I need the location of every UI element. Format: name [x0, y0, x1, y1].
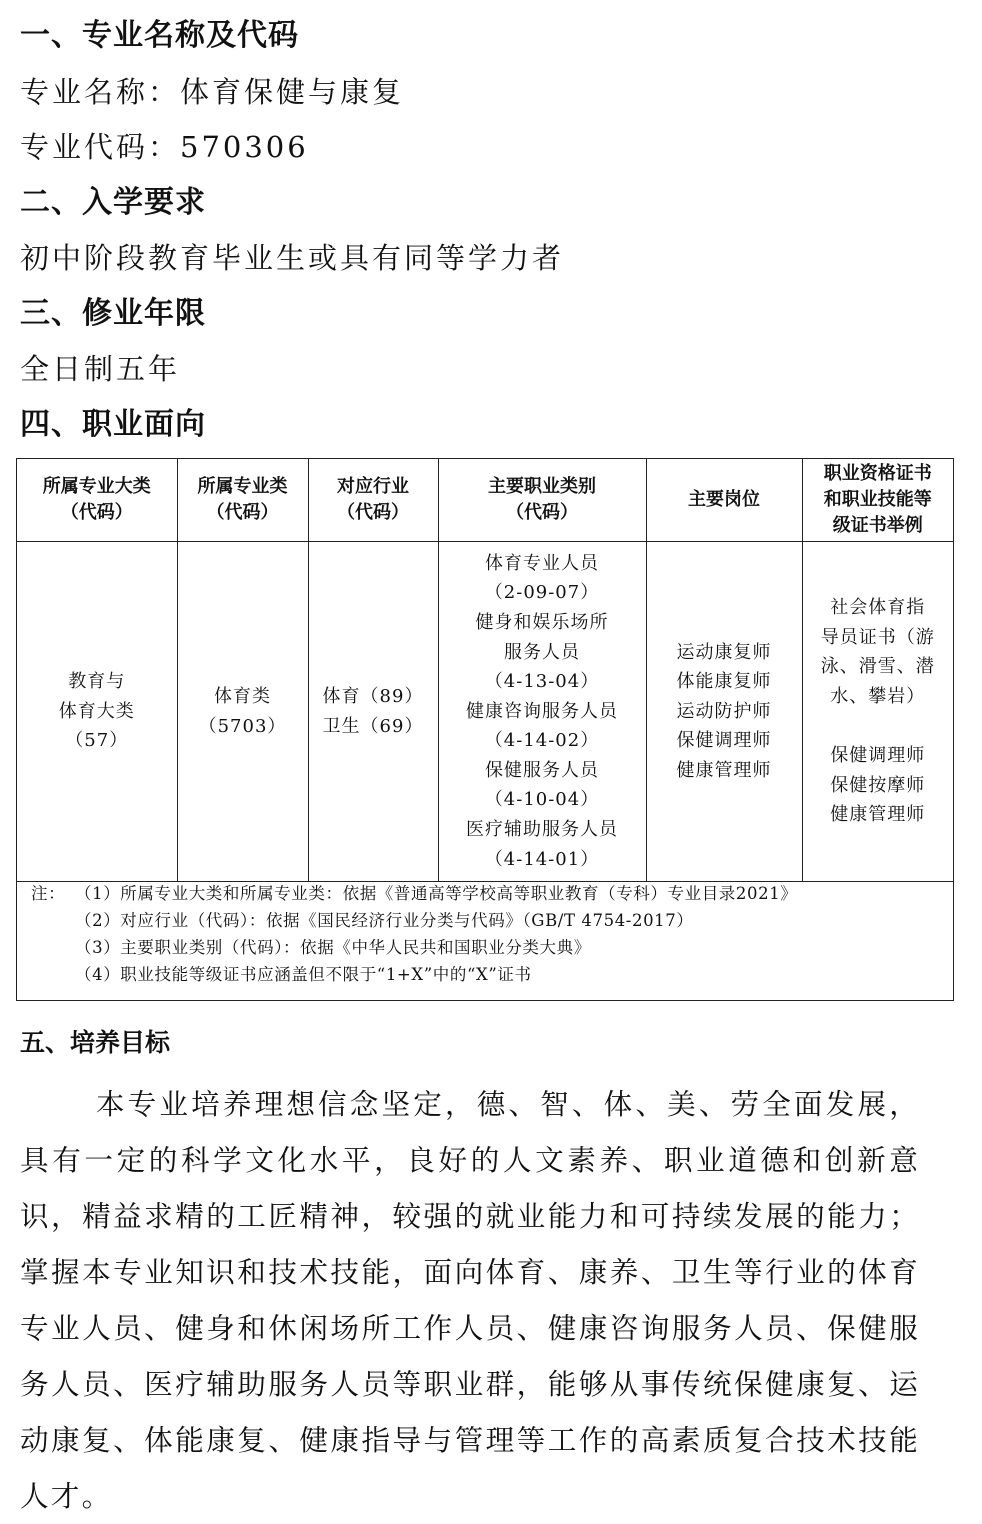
cell-occupation: 体育专业人员 （2-09-07） 健身和娱乐场所 服务人员 （4-13-04） 健康咨询服务人员 （4-14-02） 保健服务人员 （4-10-04） 医疗辅助服务人员 （4-14-01） [438, 542, 646, 882]
career-orientation-table [16, 458, 954, 1001]
note-4: （4）职业技能等级证书应涵盖但不限于“1+X”中的“X”证书 [75, 965, 532, 984]
note-2: （2）对应行业（代码）：依据《国民经济行业分类与代码》（GB/T 4754-2017） [75, 911, 694, 930]
table-row [17, 542, 953, 882]
header-main-positions: 主要岗位 [646, 459, 802, 542]
section-2-heading: 二、入学要求 [20, 185, 206, 220]
header-major-category: 所属专业大类 （代码） [17, 459, 177, 542]
major-code: 专业代码：570306 [20, 130, 309, 164]
section-3-heading: 三、修业年限 [20, 296, 206, 331]
major-name: 专业名称：体育保健与康复 [20, 75, 405, 109]
section-5-heading: 五、培养目标 [20, 1028, 171, 1057]
header-major-class: 所属专业类 （代码） [177, 459, 308, 542]
note-3: （3）主要职业类别（代码）：依据《中华人民共和国职业分类大典》 [75, 938, 591, 957]
table-notes [17, 880, 953, 988]
cell-major-category: 教育与 体育大类 （57） [17, 542, 177, 882]
cell-main-positions: 运动康复师 体能康复师 运动防护师 保健调理师 健康管理师 [646, 542, 802, 882]
header-industry: 对应行业 （代码） [308, 459, 438, 542]
cell-certificates: 社会体育指 导员证书（游 泳、滑雪、潜 水、攀岩） 保健调理师 保健按摩师 健康管理师 [802, 542, 953, 882]
section-4-heading: 四、职业面向 [20, 407, 206, 442]
table-header-row [17, 459, 953, 542]
note-1: 注： （1）所属专业大类和所属专业类：依据《普通高等学校高等职业教育（专科）专业目录2021》 [31, 884, 798, 903]
study-duration: 全日制五年 [20, 352, 181, 386]
cell-industry: 体育（89） 卫生（69） [308, 542, 438, 882]
cell-major-class: 体育类 （5703） [177, 542, 308, 882]
training-objective-paragraph: 本专业培养理想信念坚定，德、智、体、美、劳全面发展，具有一定的科学文化水平，良好的人文素养、职业道德和创新意识，精益求精的工匠精神，较强的就业能力和可持续发展的能力；掌握本专业知识和技术技能，面向体育、康养、卫生等行业的体育专业人员、健身和休闲场所工作人员、健康咨询服务人员、保健服务人员、医疗辅助服务人员等职业群，能够从事传统保健康复、运动康复、体能康复、健康指导与管理等工作的高素质复合技术技能人才。 [20, 1087, 920, 1513]
admission-requirement: 初中阶段教育毕业生或具有同等学力者 [20, 241, 565, 275]
section-1-heading: 一、专业名称及代码 [20, 18, 299, 53]
header-occupation: 主要职业类别 （代码） [438, 459, 646, 542]
header-certificates: 职业资格证书 和职业技能等 级证书举例 [802, 459, 953, 542]
